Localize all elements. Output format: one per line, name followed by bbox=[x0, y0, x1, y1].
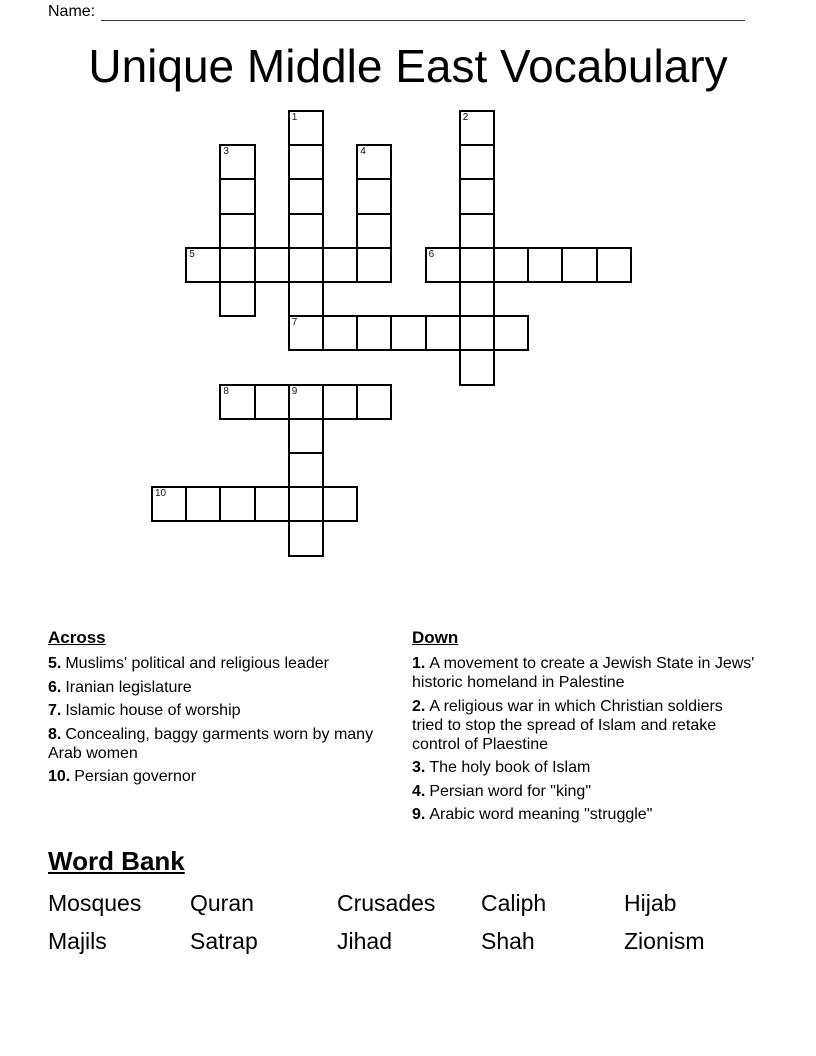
grid-cell[interactable] bbox=[288, 281, 324, 317]
word-bank-heading: Word Bank bbox=[48, 846, 185, 876]
clue-number: 9. bbox=[412, 806, 426, 823]
grid-cell[interactable] bbox=[425, 315, 461, 351]
clue-down-1 bbox=[412, 654, 757, 692]
clue-number: 5. bbox=[48, 655, 62, 672]
clue-down-4 bbox=[412, 782, 757, 801]
grid-cell[interactable] bbox=[288, 486, 324, 522]
clue-text: Muslims' political and religious leader bbox=[65, 655, 329, 672]
grid-cell[interactable] bbox=[288, 384, 324, 420]
across-clues-section bbox=[48, 628, 398, 791]
grid-cell[interactable] bbox=[356, 144, 392, 180]
clue-across-8 bbox=[48, 725, 398, 763]
grid-cell[interactable] bbox=[219, 144, 255, 180]
clue-down-9 bbox=[412, 805, 757, 824]
across-heading: Across bbox=[48, 628, 106, 647]
grid-cell[interactable] bbox=[288, 213, 324, 249]
grid-cell[interactable] bbox=[288, 452, 324, 488]
down-heading: Down bbox=[412, 628, 459, 647]
grid-cell[interactable] bbox=[322, 315, 358, 351]
cell-number: 7 bbox=[291, 317, 298, 329]
clue-down-3 bbox=[412, 758, 757, 777]
clue-text: Iranian legislature bbox=[65, 678, 192, 696]
grid-cell[interactable] bbox=[493, 315, 529, 351]
clue-number: 10. bbox=[48, 768, 71, 785]
cell-number: 6 bbox=[428, 248, 435, 260]
grid-cell[interactable] bbox=[459, 213, 495, 249]
clue-text: Islamic house of worship bbox=[65, 702, 241, 719]
word-bank-item: Quran bbox=[190, 890, 254, 916]
name-blank-line[interactable] bbox=[101, 3, 745, 21]
grid-cell[interactable] bbox=[254, 384, 290, 420]
grid-cell[interactable] bbox=[356, 178, 392, 214]
cell-number: 5 bbox=[189, 248, 195, 260]
cell-number: 2 bbox=[462, 112, 469, 123]
grid-cell[interactable] bbox=[288, 520, 324, 556]
page-title: Unique Middle East Vocabulary bbox=[88, 40, 728, 92]
grid-cell[interactable] bbox=[322, 486, 358, 522]
grid-cell[interactable] bbox=[356, 384, 392, 420]
grid-cell[interactable] bbox=[459, 247, 495, 283]
grid-cell[interactable] bbox=[459, 315, 495, 351]
grid-cell[interactable] bbox=[254, 486, 290, 522]
clue-text: A movement to create a Jewish State in Jews' historic homeland in Palestine bbox=[412, 655, 755, 691]
word-bank-item: Majils bbox=[48, 928, 107, 954]
grid-cell[interactable] bbox=[459, 178, 495, 214]
word-bank-item: Zionism bbox=[624, 928, 705, 954]
grid-cell[interactable] bbox=[459, 144, 495, 180]
grid-cell[interactable] bbox=[356, 315, 392, 351]
cell-number: 8 bbox=[223, 385, 229, 397]
clue-text: Persian word for "king" bbox=[429, 782, 591, 800]
grid-cell[interactable] bbox=[356, 213, 392, 249]
clue-number: 2. bbox=[412, 697, 426, 715]
grid-cell[interactable] bbox=[527, 247, 563, 283]
grid-cell[interactable] bbox=[288, 418, 324, 454]
clue-across-5 bbox=[48, 654, 398, 673]
clue-number: 7. bbox=[48, 702, 62, 719]
word-bank-item: Crusades bbox=[337, 890, 436, 916]
grid-cell[interactable] bbox=[322, 247, 358, 283]
grid-cell[interactable] bbox=[219, 213, 255, 249]
clue-number: 8. bbox=[48, 725, 62, 743]
grid-cell[interactable] bbox=[459, 110, 495, 146]
grid-cell[interactable] bbox=[219, 247, 255, 283]
cell-number: 10 bbox=[155, 488, 167, 500]
clue-down-2 bbox=[412, 697, 757, 754]
grid-cell[interactable] bbox=[390, 315, 426, 351]
grid-cell[interactable] bbox=[288, 110, 324, 146]
word-bank-item: Mosques bbox=[48, 890, 142, 916]
grid-cell[interactable] bbox=[219, 384, 255, 420]
grid-cell[interactable] bbox=[596, 247, 632, 283]
word-bank-section bbox=[48, 846, 778, 960]
word-bank-list bbox=[48, 884, 778, 960]
clue-across-10 bbox=[48, 767, 398, 786]
grid-cell[interactable] bbox=[493, 247, 529, 283]
grid-cell[interactable] bbox=[254, 247, 290, 283]
cell-number: 3 bbox=[223, 146, 229, 158]
grid-cell[interactable] bbox=[459, 281, 495, 317]
cell-number: 4 bbox=[360, 146, 366, 158]
grid-cell[interactable] bbox=[219, 178, 255, 214]
word-bank-item: Caliph bbox=[481, 890, 547, 916]
word-bank-item: Shah bbox=[481, 928, 535, 954]
cell-number: 9 bbox=[291, 385, 298, 397]
name-label: Name: bbox=[48, 3, 96, 20]
name-row bbox=[48, 2, 745, 21]
clue-number: 1. bbox=[412, 655, 426, 672]
clue-across-7 bbox=[48, 701, 398, 720]
grid-cell[interactable] bbox=[356, 247, 392, 283]
clue-text: A religious war in which Christian soldiers tried to stop the spread of Islam and retake control of Plaestine bbox=[412, 697, 723, 753]
grid-cell[interactable] bbox=[219, 486, 255, 522]
grid-cell[interactable] bbox=[425, 247, 461, 283]
clue-number: 6. bbox=[48, 678, 62, 696]
word-bank-item: Hijab bbox=[624, 890, 677, 916]
grid-cell[interactable] bbox=[288, 144, 324, 180]
grid-cell[interactable] bbox=[151, 486, 187, 522]
word-bank-item: Jihad bbox=[337, 928, 392, 954]
grid-cell[interactable] bbox=[185, 247, 221, 283]
clue-text: Persian governor bbox=[74, 768, 197, 785]
clue-number: 3. bbox=[412, 759, 426, 776]
grid-cell[interactable] bbox=[185, 486, 221, 522]
grid-cell[interactable] bbox=[219, 281, 255, 317]
cell-number: 1 bbox=[291, 112, 298, 123]
grid-cell[interactable] bbox=[288, 178, 324, 214]
clue-text: Concealing, baggy garments worn by many Arab women bbox=[48, 725, 374, 762]
grid-cell[interactable] bbox=[288, 247, 324, 283]
clue-across-6 bbox=[48, 678, 398, 697]
grid-cell[interactable] bbox=[561, 247, 597, 283]
clue-number: 4. bbox=[412, 782, 426, 800]
clue-text: Arabic word meaning "struggle" bbox=[429, 806, 653, 823]
down-clues-section bbox=[412, 628, 757, 829]
word-bank-item: Satrap bbox=[190, 928, 258, 954]
grid-cell[interactable] bbox=[459, 349, 495, 385]
clue-text: The holy book of Islam bbox=[429, 759, 591, 776]
grid-cell[interactable] bbox=[322, 384, 358, 420]
grid-cell[interactable] bbox=[288, 315, 324, 351]
